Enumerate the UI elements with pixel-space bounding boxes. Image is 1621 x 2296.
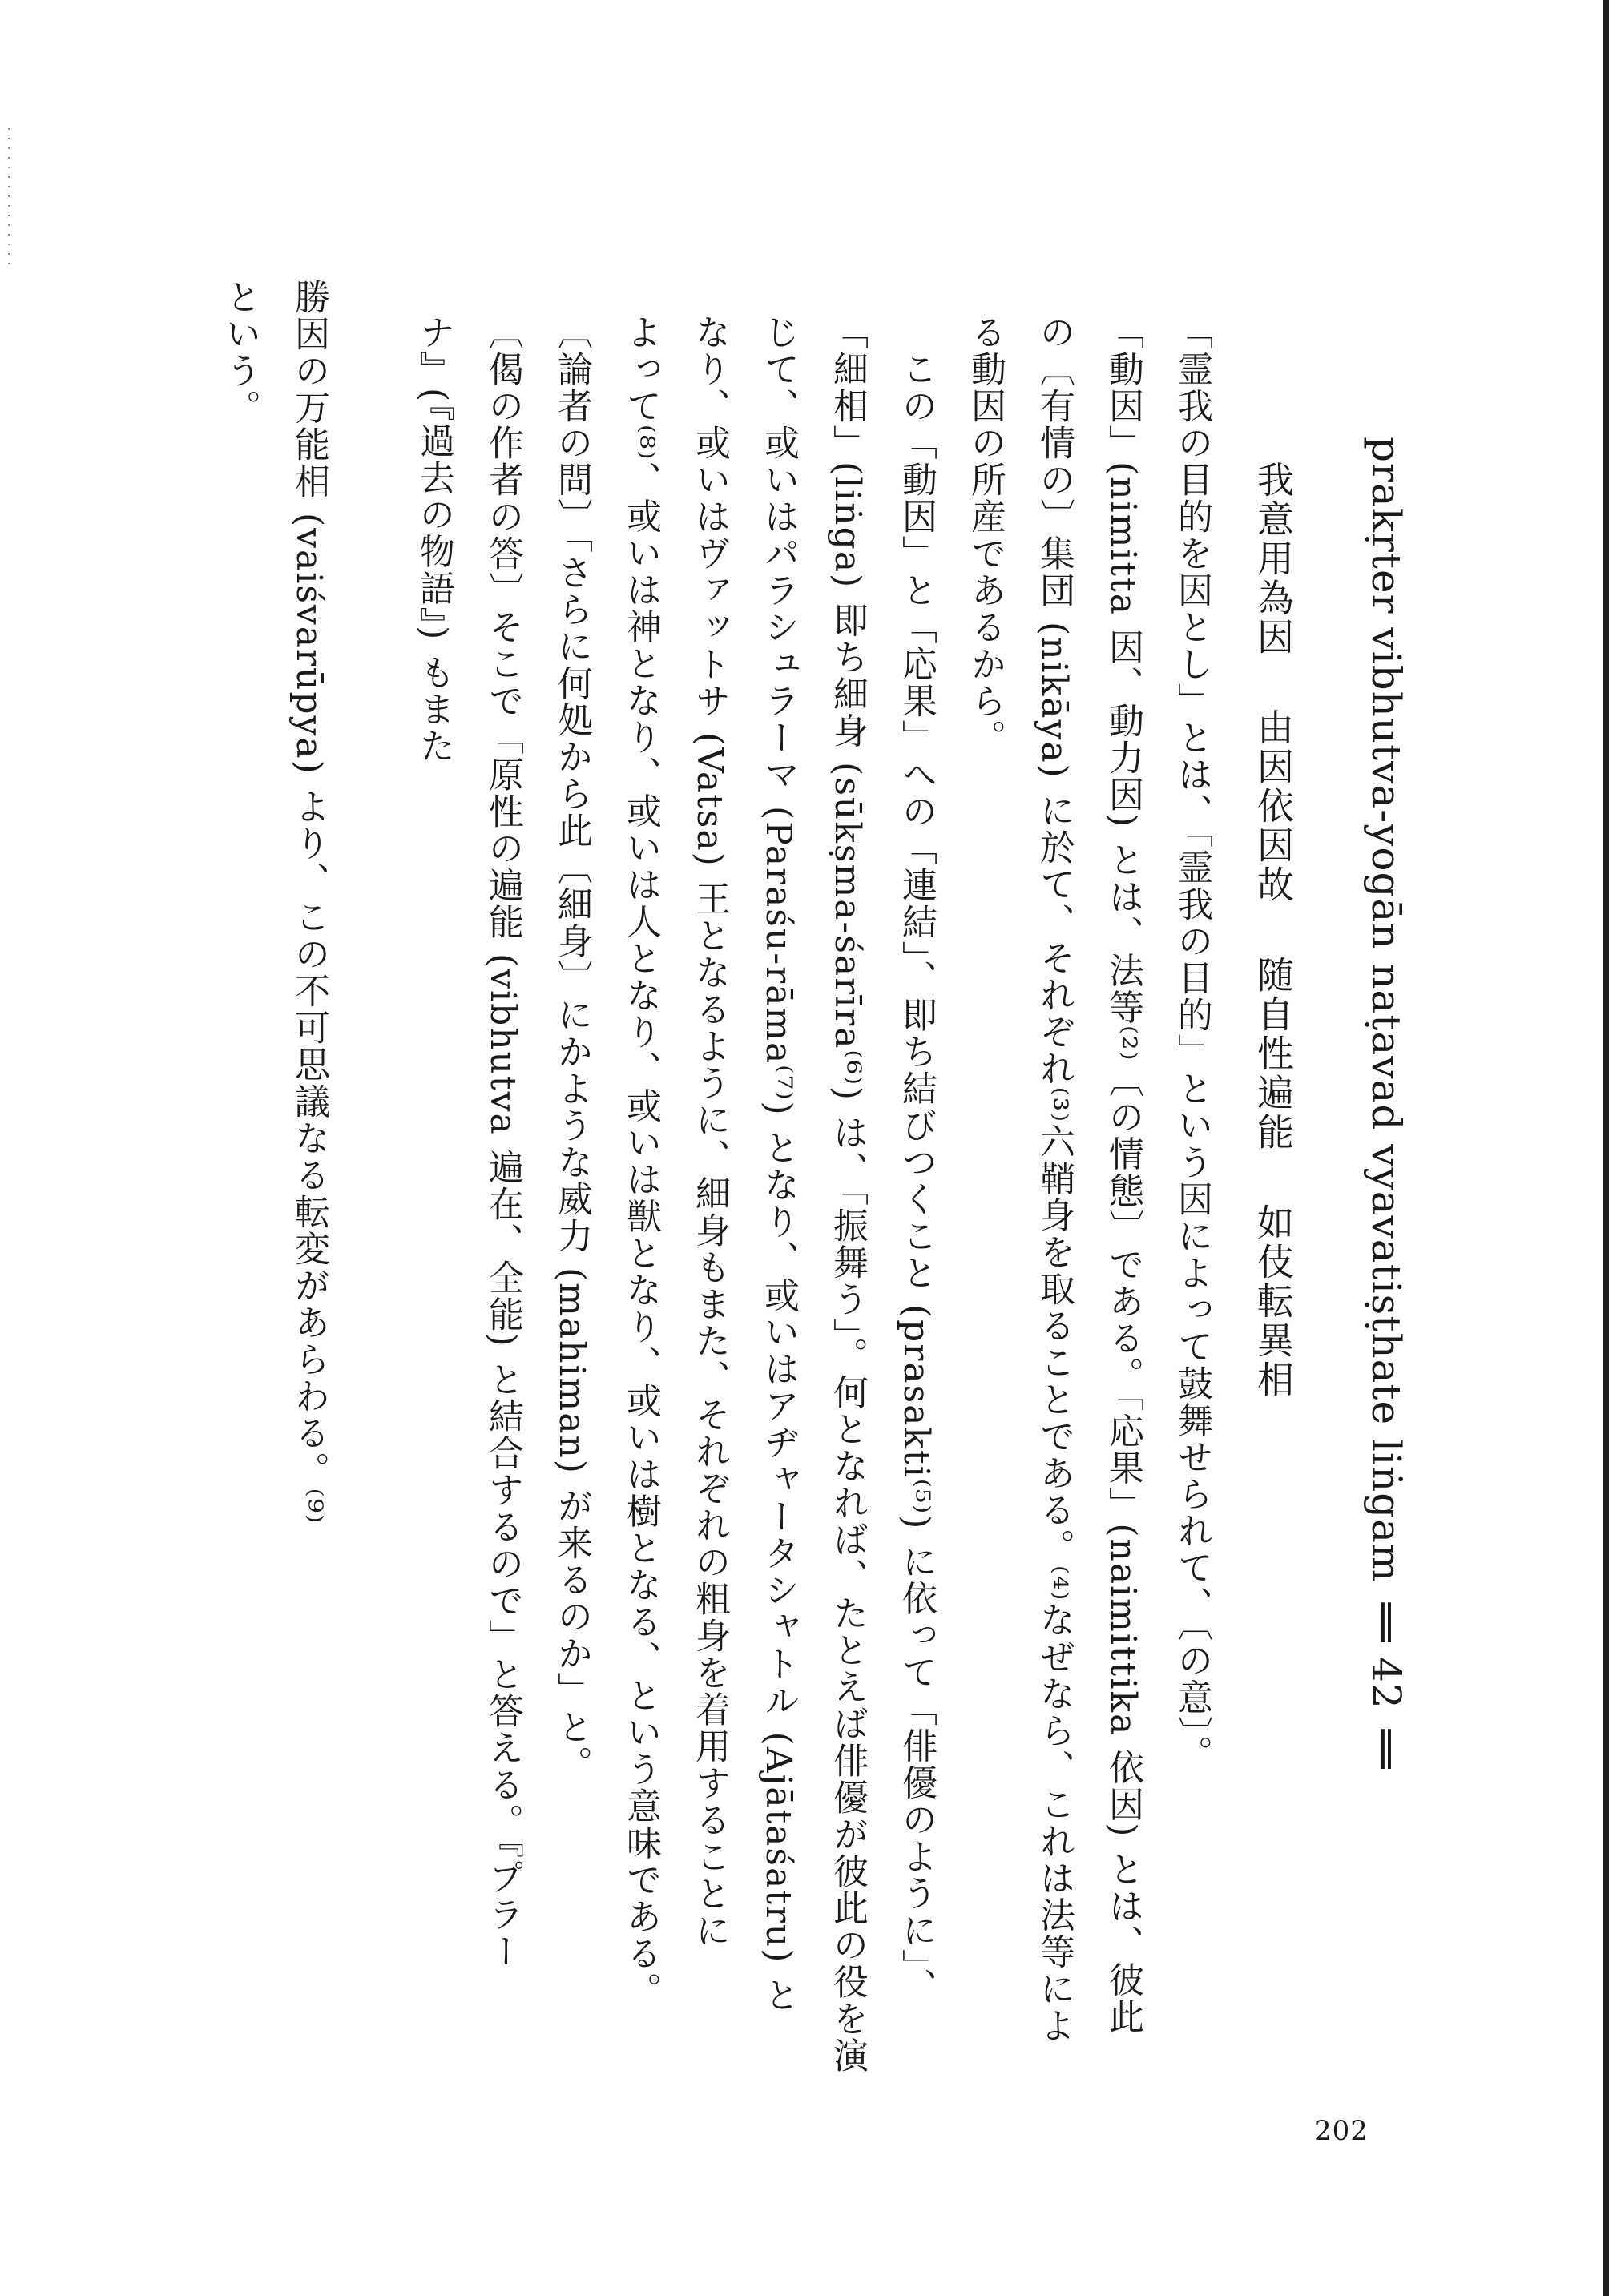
text-column-12: ナ』(『過去の物語』) もまた bbox=[413, 314, 454, 765]
text-column-8: なり、或いはヴァットサ (Vatsa) 王となるように、細身もまた、それぞれの粗身を着用することに bbox=[689, 314, 730, 1949]
text-column-1: 「霊我の目的を因とし」とは、「霊我の目的」という因によって鼓舞せられて、〔の意〕。 bbox=[1171, 314, 1212, 1772]
text-column-13: 勝因の万能相 (vaiśvarūpya) より、この不可思議なる転変があらわる。⁽⁹⁾ bbox=[288, 279, 329, 1525]
page-number: 202 bbox=[1314, 2115, 1369, 2147]
text-column-10: 〔論者の問〕「さらに何処から此〔細身〕にかような威力 (mahiman) が来るのか」と。 bbox=[551, 314, 592, 1782]
kanbun-phrase-1: 我意用為因 bbox=[1252, 461, 1295, 657]
margin-marks bbox=[3, 120, 16, 296]
text-column-3: の〔有情の〕集団 (nikāya) に於て、それぞれ⁽³⁾六鞘身を取ることである。⁽⁴⁾なぜなら、これは法等によ bbox=[1034, 314, 1075, 2044]
text-column-9: よって⁽⁸⁾、或いは神となり、或いは人となり、或いは獣となり、或いは樹となる、という意味である。 bbox=[620, 314, 661, 2009]
text-column-14: という。 bbox=[220, 279, 260, 426]
scan-edge bbox=[1603, 0, 1609, 2296]
text-column-4: る動因の所産であるから。 bbox=[965, 314, 1006, 756]
text-column-7: じて、或いはパラシュラーマ (Paraśu-rāma⁽⁷⁾) となり、或いはアヂャータシャトル (Ajātaśatru) と bbox=[758, 314, 799, 2014]
kanbun-phrase-3: 随自性遍能 bbox=[1252, 956, 1295, 1152]
verse-kanbun bbox=[1250, 461, 1296, 1400]
kanbun-phrase-4: 如伎転異相 bbox=[1252, 1203, 1295, 1400]
text-column-11: 〔偈の作者の答〕そこで「原性の遍能 (vibhutva 遍在、全能) と結合するので」と答える。『プラー bbox=[482, 314, 523, 1970]
kanbun-phrase-2: 由因依因故 bbox=[1252, 708, 1295, 904]
verse-heading: prakṛter vibhutva-yogān naṭavad vyavatiṣṭhate liṅgam ‖ 42 ‖ bbox=[1363, 437, 1409, 1770]
text-column-5: この「動因」と「応果」への「連結」、即ち結びつくこと (prasakti⁽⁵⁾) に依って「俳優のように」、 bbox=[896, 351, 937, 2005]
text-column-2: 「動因」(nimitta 因、動力因) とは、法等⁽²⁾〔の情態〕である。「応果」(naimittika 依因) とは、彼此 bbox=[1103, 314, 1143, 2036]
text-column-6: 「細相」(liṅga) 即ち細身 (sūkṣma-śarīra⁽⁶⁾) は、「振舞う」。何となれば、たとえば俳優が彼此の役を演 bbox=[827, 314, 868, 2074]
